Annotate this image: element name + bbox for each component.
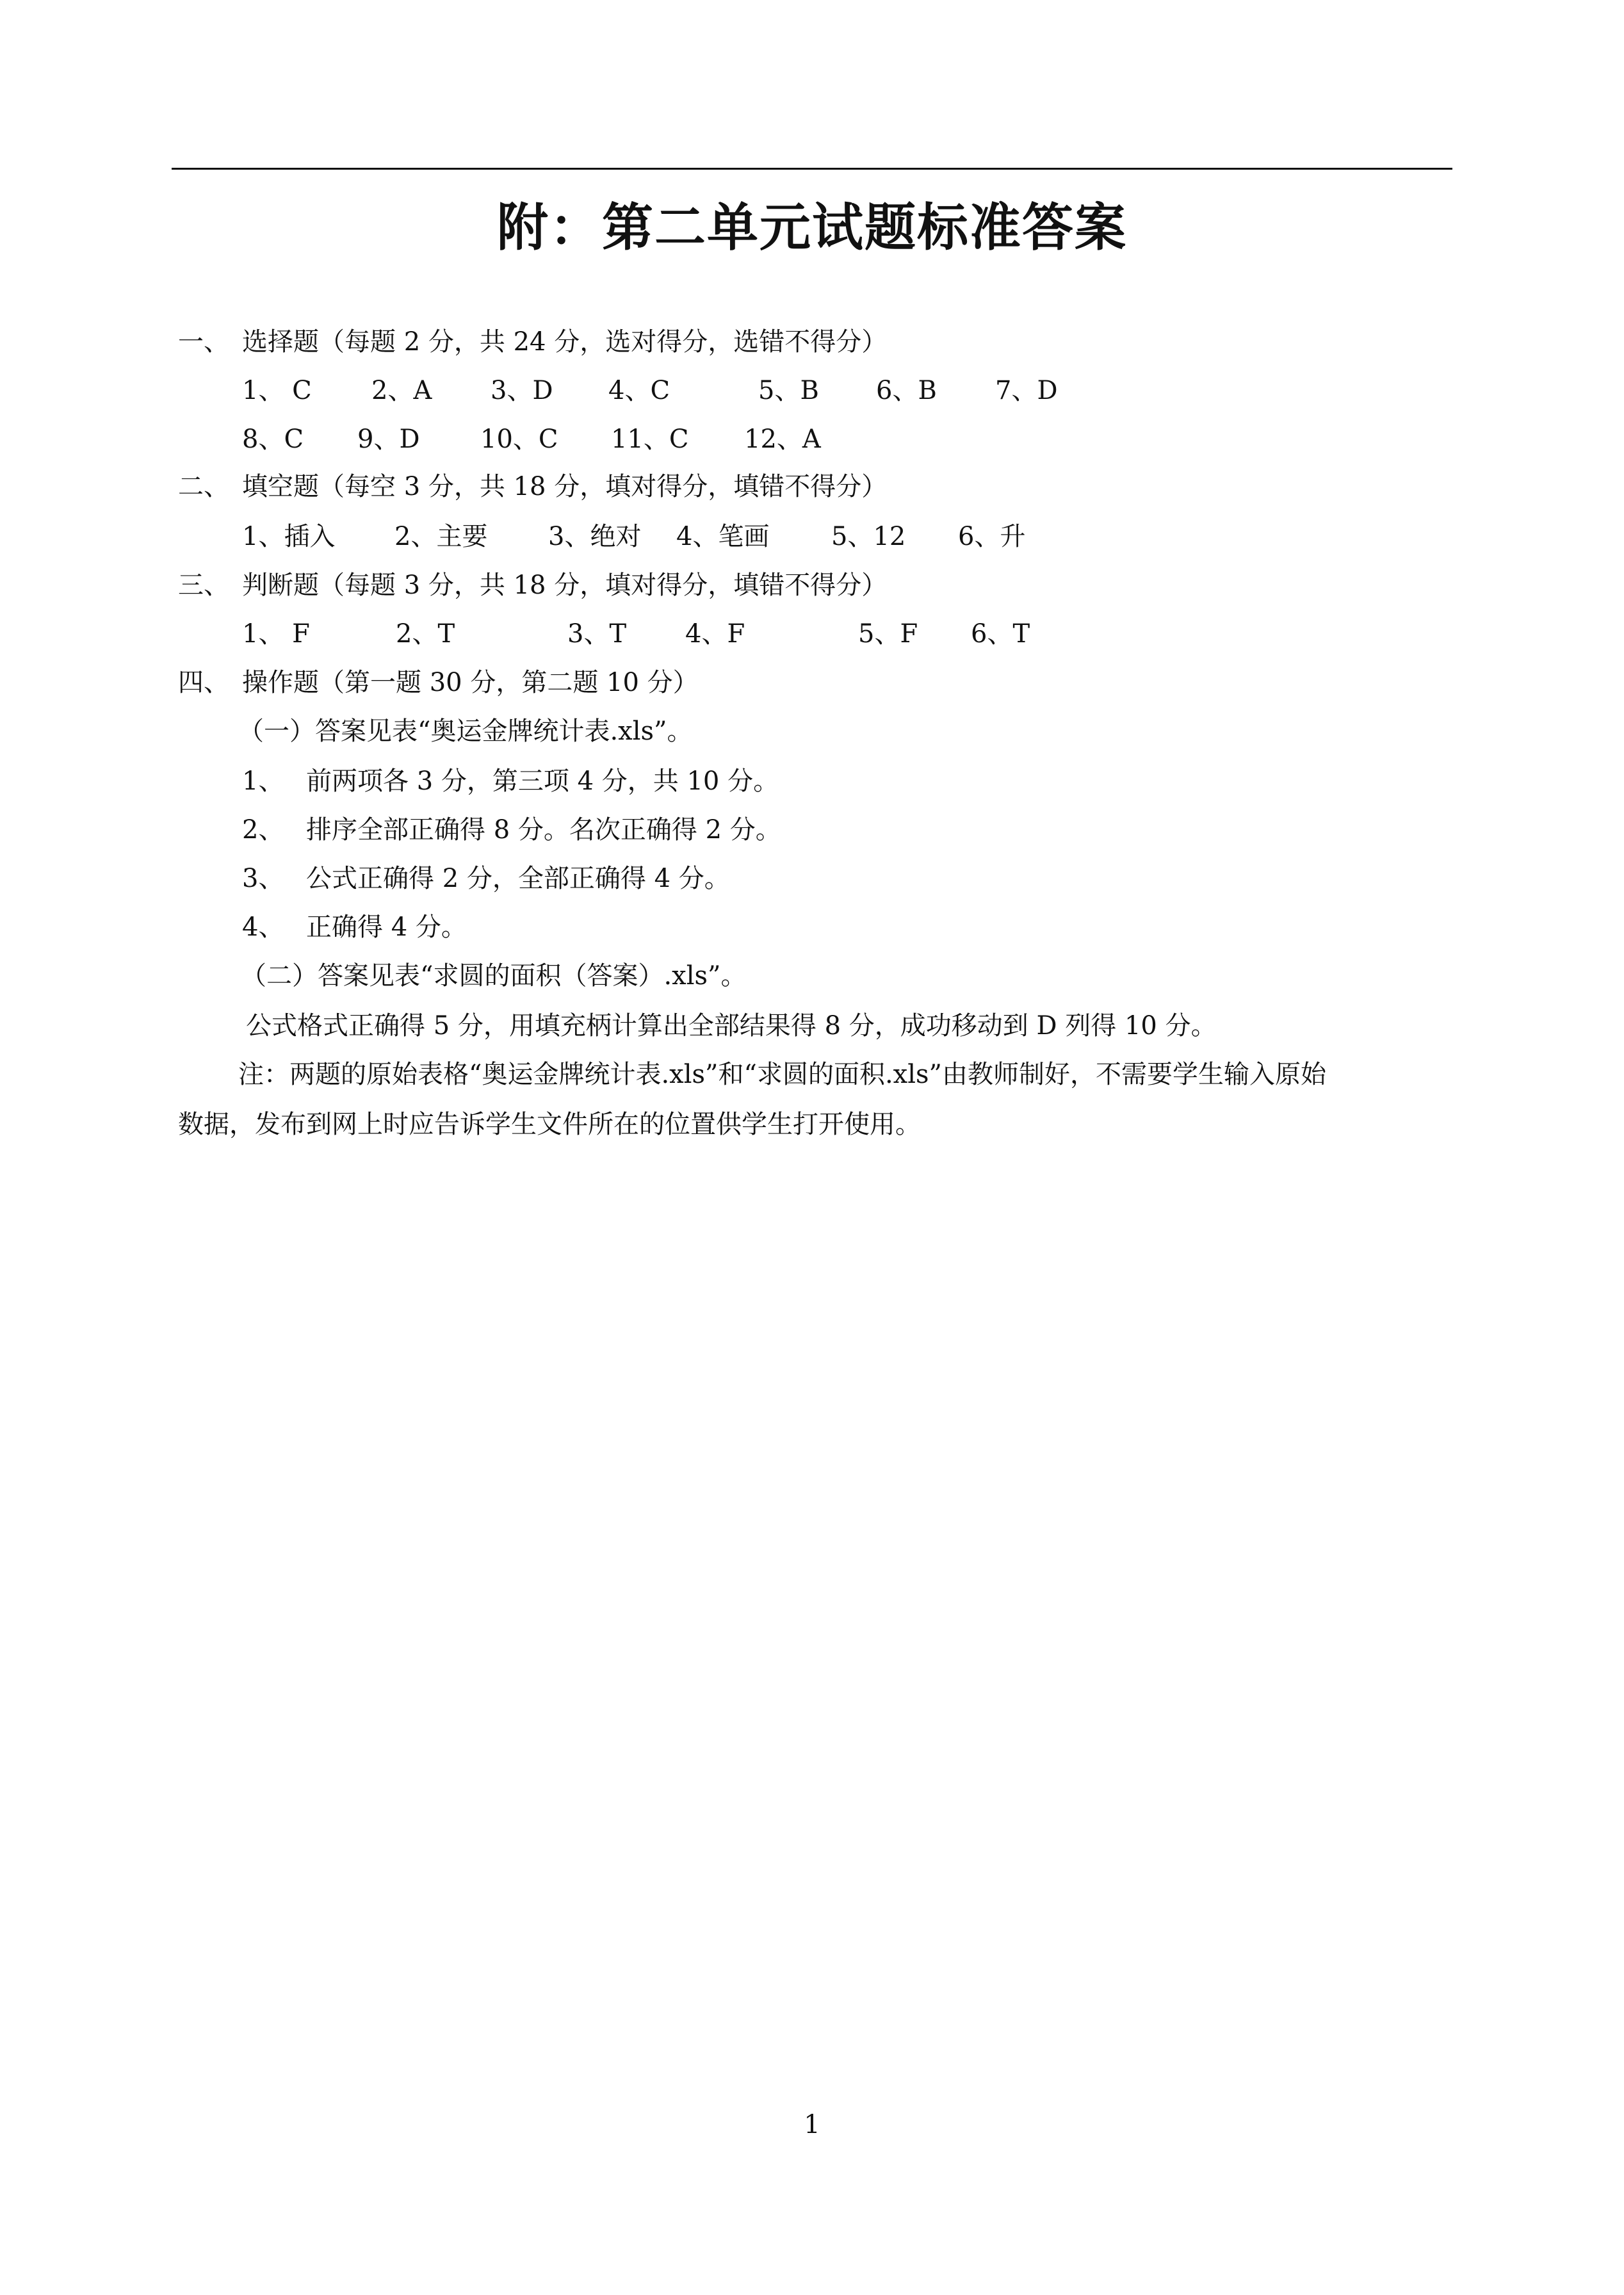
item-number: 4、	[242, 912, 284, 942]
section-title: 判断题（每题 3 分，共 18 分，填对得分，填错不得分）	[242, 571, 888, 600]
answer-item: 8、C	[242, 425, 304, 454]
answer-item: 5、B	[758, 376, 819, 405]
answer-item: 1、 C	[242, 376, 312, 405]
scoring-item	[242, 763, 779, 799]
answer-item: 6、升	[958, 522, 1026, 551]
item-number: 2、	[242, 815, 284, 845]
section-title: 填空题（每空 3 分，共 18 分，填对得分，填错不得分）	[242, 472, 888, 501]
item-text: 正确得 4 分。	[306, 912, 467, 942]
answer-item: 12、A	[744, 425, 821, 454]
answer-item: 2、T	[396, 619, 455, 649]
header-rule	[172, 168, 1452, 170]
scoring-item	[242, 861, 730, 896]
note-line-2: 数据，发布到网上时应告诉学生文件所在的位置供学生打开使用。	[178, 1110, 921, 1139]
answer-item: 3、绝对	[548, 522, 642, 551]
part-2-reference: （二）答案见表“求圆的面积（答案）.xls”。	[241, 961, 747, 991]
answer-item: 4、C	[608, 376, 670, 405]
section-title: 操作题（第一题 30 分，第二题 10 分）	[242, 668, 699, 697]
scoring-item	[242, 812, 781, 848]
section-title: 选择题（每题 2 分，共 24 分，选对得分，选错不得分）	[242, 327, 888, 357]
note-line-1: 注：两题的原始表格“奥运金牌统计表.xls”和“求圆的面积.xls”由教师制好，不需要学生输入原始	[238, 1060, 1326, 1089]
item-number: 1、	[242, 766, 284, 796]
item-text: 排序全部正确得 8 分。名次正确得 2 分。	[306, 815, 781, 845]
answer-item: 1、 F	[242, 619, 310, 649]
section-number: 二、	[178, 472, 229, 501]
scoring-item	[242, 909, 467, 945]
answer-item: 6、B	[876, 376, 937, 405]
answer-item: 6、T	[971, 619, 1030, 649]
answer-item: 4、F	[685, 619, 745, 649]
section-number: 一、	[178, 327, 229, 357]
answer-item: 3、D	[491, 376, 553, 405]
answer-item: 11、C	[611, 425, 689, 454]
item-number: 3、	[242, 864, 284, 893]
part-1-reference: （一）答案见表“奥运金牌统计表.xls”。	[238, 717, 693, 746]
answer-item: 9、D	[357, 425, 420, 454]
section-2-heading	[178, 469, 887, 505]
section-1-heading	[178, 324, 887, 360]
page-number: 1	[804, 2110, 820, 2139]
part-2-scoring: 公式格式正确得 5 分，用填充柄计算出全部结果得 8 分，成功移动到 D 列得 10 分。	[246, 1011, 1217, 1041]
item-text: 公式正确得 2 分，全部正确得 4 分。	[306, 864, 730, 893]
answer-item: 4、笔画	[676, 522, 770, 551]
answer-item: 10、C	[480, 425, 558, 454]
section-number: 三、	[178, 571, 229, 600]
answer-item: 3、T	[567, 619, 627, 649]
item-text: 前两项各 3 分，第三项 4 分，共 10 分。	[306, 766, 779, 796]
page-title: 附：第二单元试题标准答案	[497, 197, 1127, 257]
section-number: 四、	[178, 668, 229, 697]
answer-item: 2、主要	[394, 522, 488, 551]
answer-item: 5、12	[831, 522, 906, 551]
section-3-heading	[178, 567, 887, 603]
answer-item: 5、F	[858, 619, 918, 649]
answer-item: 1、插入	[242, 522, 336, 551]
section-4-heading	[178, 665, 699, 701]
answer-item: 2、A	[371, 376, 432, 405]
answer-item: 7、D	[995, 376, 1058, 405]
